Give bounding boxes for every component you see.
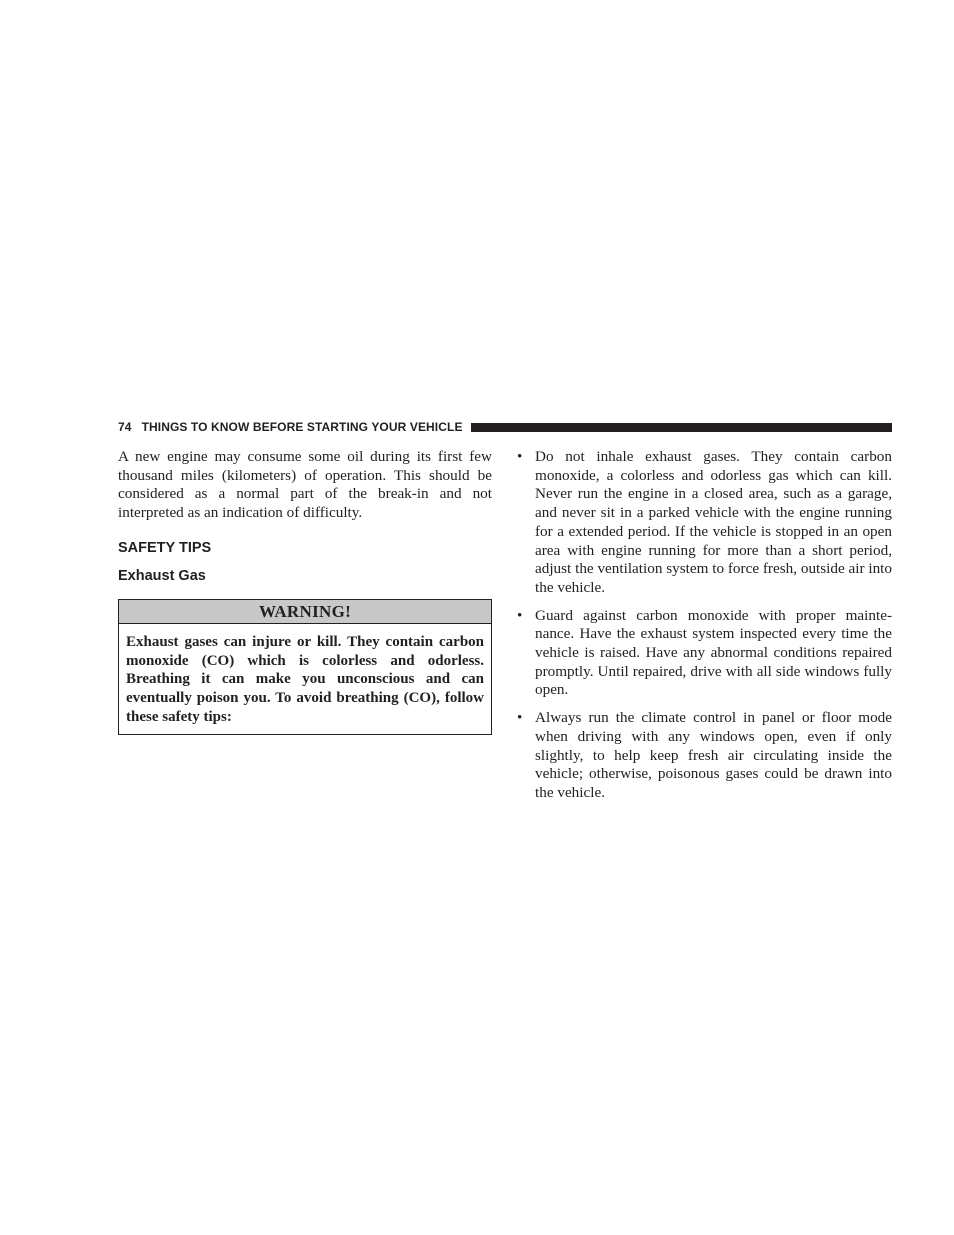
- chapter-title: THINGS TO KNOW BEFORE STARTING YOUR VEHICLE: [141, 420, 463, 434]
- intro-paragraph: A new engine may consume some oil during its first few thousand miles (kilometers) of operation. This should be considered as a normal part of the break-in and not interpreted as an indication of difficulty.: [118, 448, 492, 522]
- bullet-text: Guard against carbon monoxide with proper mainte-nance. Have the exhaust system inspected every time the vehicle is raised. Have any abnormal conditions repaired promptly. Until repaired, drive with all side windows fully open.: [535, 606, 892, 699]
- section-heading: SAFETY TIPS: [118, 539, 212, 556]
- bullet-item: [517, 709, 892, 803]
- bullet-marker: •: [517, 606, 523, 624]
- bullet-marker: •: [517, 709, 523, 727]
- bullet-text: Do not inhale exhaust gases. They contain carbon monoxide, a colorless and odorless gas which can kill. Never run the engine in a closed area, such as a garage, and never sit in a parked vehicle with the engine running for a extended period. If the vehicle is stopped in an open area with engine running for more than a short period, adjust the ventilation system to force fresh, outside air into the vehicle.: [535, 448, 892, 596]
- left-column: [118, 448, 492, 735]
- right-column: [517, 448, 892, 812]
- page-number: 74: [118, 420, 132, 434]
- bullet-item: [517, 607, 892, 701]
- bullet-item: [517, 448, 892, 598]
- header-rule: [471, 423, 892, 432]
- bullet-text: Always run the climate control in panel or floor mode when driving with any windows open, even if only slightly, to help keep fresh air circulating inside the vehicle; otherwise, poisonous gases could be drawn into the vehicle.: [535, 709, 892, 801]
- page-header: [118, 419, 892, 435]
- subsection-heading: Exhaust Gas: [118, 567, 206, 584]
- warning-box: [118, 599, 492, 736]
- warning-title: WARNING!: [119, 600, 491, 624]
- warning-text: Exhaust gases can injure or kill. They contain carbon monoxide (CO) which is colorless and odorless. Breathing it can make you unconscious and can eventually poison you. To avoid breathing (CO), follow these safety tips:: [126, 633, 484, 725]
- header-text: [118, 419, 463, 435]
- bullet-marker: •: [517, 448, 523, 465]
